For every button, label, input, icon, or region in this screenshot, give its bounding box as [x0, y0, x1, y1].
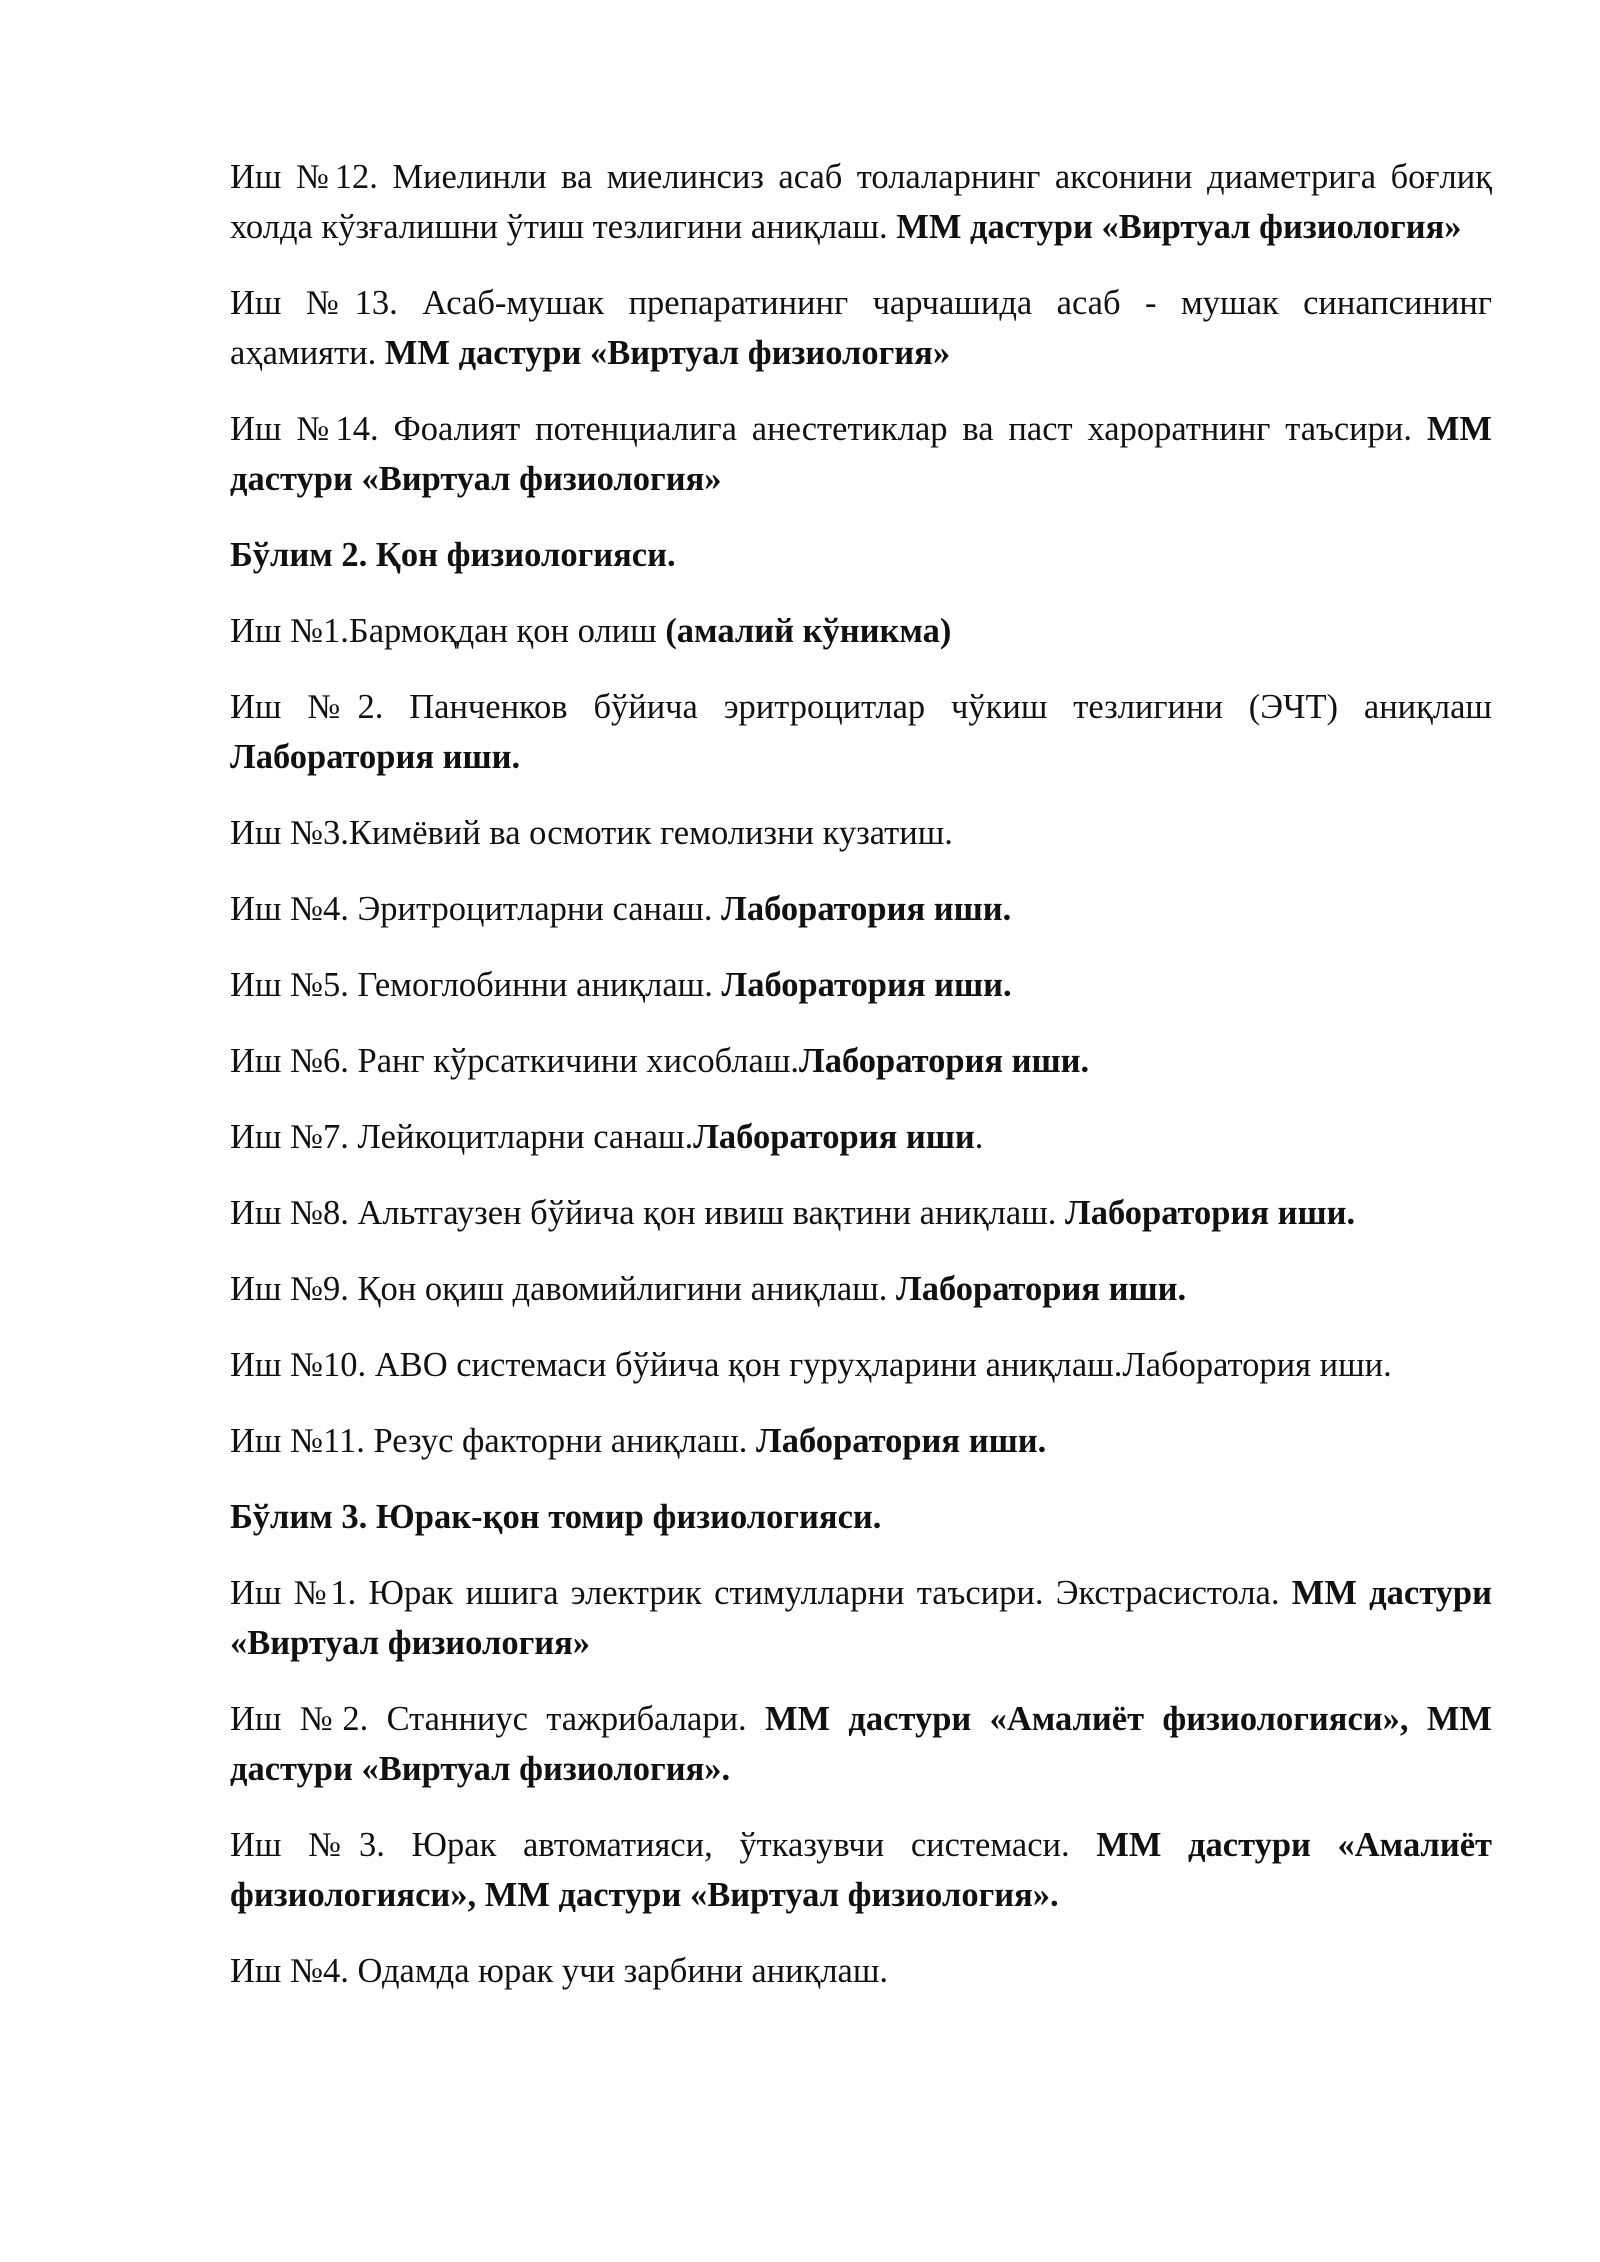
section-2-item-2 [230, 682, 1492, 782]
section-3-heading: Бўлим 3. Юрак-қон томир физиологияси. [230, 1498, 882, 1536]
work-item-type: ММ дастури «Виртуал физиология» [230, 410, 1492, 498]
work-item-type: ММ дастури «Виртуал физиология» [384, 334, 951, 372]
section-2-item-4 [230, 884, 1492, 934]
work-item-text: Иш №2. Станниус тажрибалари. [230, 1700, 765, 1738]
document-page [230, 152, 1492, 2022]
work-item-tail: . [974, 1118, 984, 1156]
work-item-type: Лаборатория иши [693, 1118, 975, 1156]
section-2-item-9 [230, 1264, 1492, 1314]
section-2-item-8 [230, 1188, 1492, 1238]
work-item-type: ММ дастури «Амалиёт физиологияси», ММ дастури «Виртуал физиология». [230, 1826, 1492, 1914]
section-3-item-1 [230, 1568, 1492, 1668]
work-item-text: Иш №3.Кимёвий ва осмотик гемолизни кузатиш. [230, 814, 953, 852]
work-item-type: ММ дастури «Виртуал физиология» [230, 1574, 1492, 1662]
work-item-text: Иш №4. Эритроцитларни санаш. [230, 890, 722, 928]
work-item-13 [230, 278, 1492, 378]
work-item-text: Иш №8. Альтгаузен бўйича қон ивиш вақтини аниқлаш. [230, 1194, 1066, 1232]
work-item-type: Лаборатория иши. [721, 966, 1012, 1004]
section-2-item-3 [230, 808, 1492, 858]
section-3-item-2 [230, 1694, 1492, 1794]
work-item-type: Лаборатория иши. [1065, 1194, 1356, 1232]
work-item-type: Лаборатория иши. [721, 890, 1012, 928]
work-item-text: Иш №11. Резус факторни аниқлаш. [230, 1422, 757, 1460]
section-2-item-11 [230, 1416, 1492, 1466]
section-2-heading: Бўлим 2. Қон физиологияси. [230, 536, 676, 574]
section-2-item-6 [230, 1036, 1492, 1086]
work-item-text: Иш №9. Қон оқиш давомийлигини аниқлаш. [230, 1270, 896, 1308]
section-2-item-1 [230, 606, 1492, 656]
work-item-type: Лаборатория иши. [230, 738, 521, 776]
work-item-text: Иш №7. Лейкоцитларни санаш. [230, 1118, 694, 1156]
section-2-item-10 [230, 1340, 1492, 1390]
work-item-text: Иш №3. Юрак автоматияси, ўтказувчи системаси. [230, 1826, 1097, 1864]
section-2-item-7 [230, 1112, 1492, 1162]
work-item-text: Иш №2. Панченков бўйича эритроцитлар чўкиш тезлигини (ЭЧТ) аниқлаш [230, 688, 1492, 726]
work-item-text: Иш №13. Асаб-мушак препаратининг чарчашида асаб - мушак синапсининг аҳамияти. [230, 284, 1492, 372]
work-item-type: Лаборатория иши. [799, 1042, 1090, 1080]
work-item-12 [230, 152, 1492, 252]
work-item-14 [230, 404, 1492, 504]
work-item-text: Иш №1.Бармоқдан қон олиш [230, 612, 666, 650]
work-item-text: Иш №1. Юрак ишига электрик стимулларни таъсири. Экстрасистола. [230, 1574, 1292, 1612]
section-3-item-4 [230, 1946, 1492, 1996]
work-item-text: Иш №12. Миелинли ва миелинсиз асаб толаларнинг аксонини диаметрига боғлиқ холда кўзғалишни ўтиш тезлигини аниқлаш. [230, 158, 1492, 246]
work-item-type: ММ дастури «Амалиёт физиологияси», ММ дастури «Виртуал физиология». [230, 1700, 1492, 1788]
section-2-item-5 [230, 960, 1492, 1010]
work-item-text: Иш №10. АВО системаси бўйича қон гуруҳларини аниқлаш.Лаборатория иши. [230, 1346, 1392, 1384]
section-3-item-3 [230, 1820, 1492, 1920]
work-item-text: Иш №14. Фоалият потенциалига анестетиклар ва паст хароратнинг таъсири. [230, 410, 1427, 448]
work-item-type: ММ дастури «Виртуал физиология» [896, 208, 1462, 246]
work-item-text: Иш №4. Одамда юрак учи зарбини аниқлаш. [230, 1952, 889, 1990]
work-item-type: (амалий кўникма) [665, 612, 952, 650]
work-item-text: Иш №5. Гемоглобинни аниқлаш. [230, 966, 722, 1004]
work-item-type: Лаборатория иши. [896, 1270, 1187, 1308]
work-item-text: Иш №6. Ранг кўрсаткичини хисоблаш. [230, 1042, 800, 1080]
work-item-type: Лаборатория иши. [756, 1422, 1047, 1460]
